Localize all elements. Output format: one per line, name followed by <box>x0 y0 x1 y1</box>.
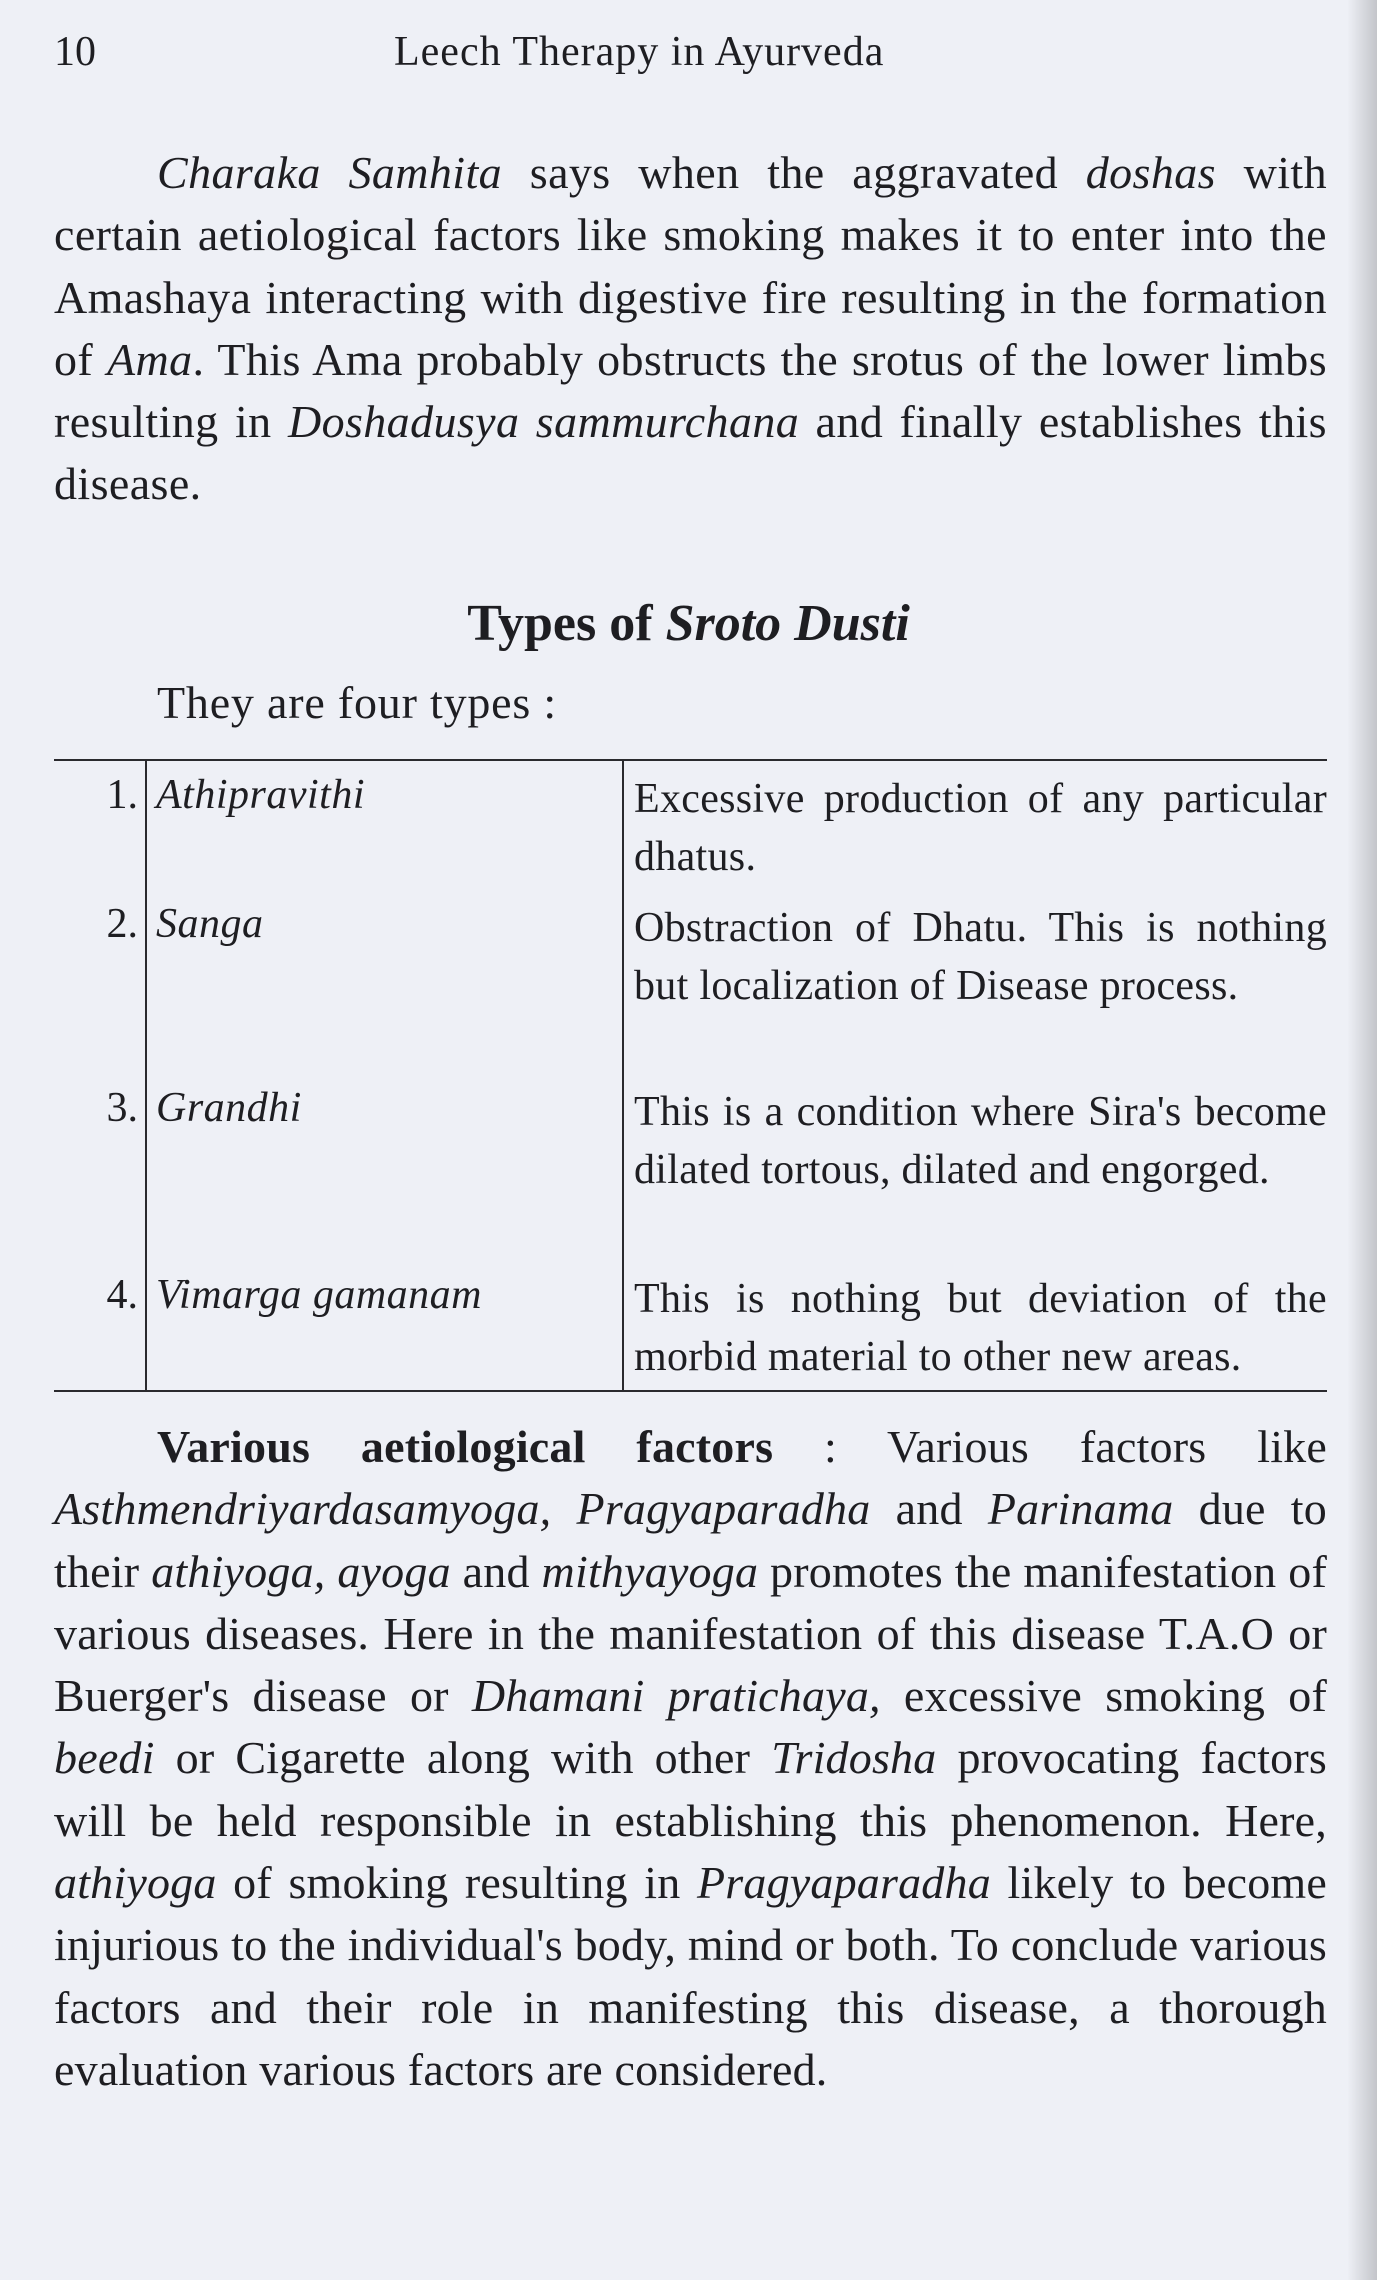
text-span: or Cigarette along with other <box>154 1732 772 1784</box>
text-span: says when the aggravated <box>502 147 1086 198</box>
text-italic: Asthmendriyardasamyoga, Pragyaparadha <box>54 1483 871 1535</box>
text-doshadusya-sammurchana: Doshadusya sammurchana <box>287 396 800 448</box>
text-charaka-samhita: Charaka Samhita <box>157 147 503 198</box>
row-type-name: Athipravithi <box>156 772 365 818</box>
table-row <box>54 1261 1327 1390</box>
text-span: due to their <box>54 1483 1327 1597</box>
text-span: excessive smoking of <box>880 1670 1327 1722</box>
section-heading <box>0 594 1377 653</box>
text-tridosha: Tridosha <box>771 1732 937 1784</box>
text-span: promotes the manifestation of various diseases. Here in the manifestation of this disease T.A.O or Buerger's disease or <box>54 1545 1327 1722</box>
heading-italic: Sroto Dusti <box>665 595 910 652</box>
row-type-name: Vimarga gamanam <box>156 1272 482 1318</box>
text-athiyoga: athiyoga <box>54 1857 217 1909</box>
running-title: Leech Therapy in Ayurveda <box>394 29 885 75</box>
row-description: Obstraction of Dhatu. This is nothing but localization of Disease process. <box>634 905 1327 1009</box>
row-type-name: Grandhi <box>156 1085 302 1131</box>
paragraph-charaka-samhita <box>54 142 1327 516</box>
page-number: 10 <box>54 29 96 75</box>
row-description: This is nothing but deviation of the morbid material to other new areas. <box>634 1276 1327 1380</box>
text-italic: athiyoga, ayoga <box>151 1545 451 1597</box>
text-span: and finally establishes this disease. <box>54 396 1327 510</box>
text-various-aetiological-factors: Various aetiological factors <box>157 1421 774 1472</box>
page-header <box>54 28 1324 88</box>
text-span: with certain aetiological factors like smoking makes it to enter into the Amashaya interacting with digestive fire resulting in the formation of <box>54 147 1328 385</box>
row-number: 4. <box>106 1272 138 1318</box>
row-type-name: Sanga <box>156 901 264 947</box>
text-span: of smoking resulting in <box>216 1857 697 1909</box>
row-description: This is a condition where Sira's become dilated tortous, dilated and engorged. <box>634 1089 1327 1193</box>
text-dhamani-pratichaya: Dhamani pratichaya, <box>471 1670 881 1722</box>
text-span: and <box>870 1483 988 1535</box>
row-description: Excessive production of any particular dhatus. <box>634 776 1327 880</box>
section-intro: They are four types : <box>157 677 557 728</box>
text-span: and <box>450 1545 542 1597</box>
row-number: 2. <box>106 901 138 947</box>
text-parinama: Parinama <box>987 1483 1174 1535</box>
text-span: : Various factors like <box>773 1421 1327 1472</box>
text-ama: Ama <box>106 333 193 385</box>
text-mithyayoga: mithyayoga <box>541 1545 759 1597</box>
heading-plain: Types of <box>467 595 666 652</box>
paragraph-aetiological-factors <box>54 1416 1327 2101</box>
text-span: . This Ama probably obstructs the srotus of the lower limbs resulting in <box>54 333 1327 448</box>
text-span: likely to become injurious to the individual's body, mind or both. To conclude various factors and their role in manifesting this disease, a thorough evaluation various factors are considered. <box>54 1857 1327 2095</box>
table-row <box>54 761 1327 886</box>
table-row <box>54 890 1327 1072</box>
text-pragyaparadha: Pragyaparadha <box>696 1857 991 1909</box>
text-beedi: beedi <box>54 1732 155 1784</box>
page-gutter-shadow <box>1347 0 1377 2280</box>
sroto-dusti-table <box>54 759 1327 1392</box>
table-row <box>54 1074 1327 1259</box>
row-number: 1. <box>106 772 138 818</box>
text-span: provocating factors will be held responsible in establishing this phenomenon. Here, <box>54 1732 1327 1846</box>
row-number: 3. <box>106 1085 138 1131</box>
text-doshas: doshas <box>1085 147 1216 198</box>
